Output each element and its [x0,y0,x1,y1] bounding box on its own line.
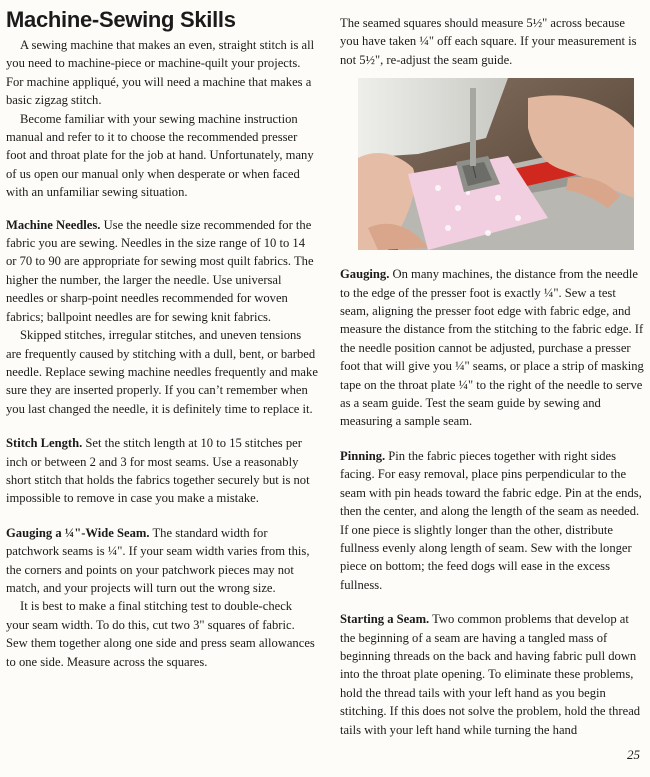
intro-paragraph-1: A sewing machine that makes an even, straight stitch is all you need to machine-piece or machine-quilt your projects. For machine appliqué, you will need a machine that makes a basic zigzag stitch. [6,38,315,108]
section-starting-seam [340,610,644,739]
needles-paragraph-2: Skipped stitches, irregular stitches, and uneven tensions are frequently caused by stitching with a dull, bent, or barbed needle. Replace sewing machine needles frequently and make sure they are inserted properly. If you can’t remember when you last changed the needle, it is definitely time to replace it. [6,328,318,416]
starting-heading: Starting a Seam. [340,612,430,627]
stitch-length-text: Set the stitch length at 10 to 15 stitches per inch or between 2 and 3 for most seams. Use a reasonably short stitch that holds the fabrics together securely but is not impossible to remove in case you make a mistake. [6,436,310,506]
intro-paragraph-2: Become familiar with your sewing machine instruction manual and refer to it to choose the recommended presser foot and throat plate for the job at hand. Unfortunately, many of us open our manual only when desperate or when faced with an unfamiliar sewing situation. [6,111,314,200]
continued-paragraph: The seamed squares should measure 5½" across because you have taken ¼" off each square. If your measurement is not 5½", re-adjust the seam guide. [340,16,637,67]
gauging-seam-paragraph-2: It is best to make a final stitching test to double-check your seam width. To do this, cut two 3" squares of fabric. Sew them together along one side and press seam allowances to one side. Measure across the squares. [6,599,315,669]
stitch-length-paragraph [6,434,318,508]
starting-text: Two common problems that develop at the beginning of a seam are having a tangled mass of beginning threads on the back and having fabric pull down into the throat plate opening. To eliminate these problems, hold the thread tails with your left hand as you begin stitching. If this does not solve the problem, hold the thread tails with your left hand while turning the hand [340,612,641,737]
starting-paragraph [340,610,644,739]
page-title: Machine-Sewing Skills [6,7,236,32]
left-column [6,6,318,671]
section-machine-needles [6,216,318,418]
section-gauging [340,265,644,431]
sewing-machine-photo-illustration [358,78,634,250]
gauging-heading: Gauging. [340,267,390,282]
gauging-text: On many machines, the distance from the needle to the edge of the presser foot is exactly ¼". Sew a test seam, aligning the presser foot edge with fabric edge, and measure the distance from the stitching to the fabric edge. If the needle position cannot be adjusted, purchase a presser foot that will give you ¼" seams, or place a strip of masking tape on the throat plate ¼" to the right of the needle to serve as a seam guide. Test the seam guide by sewing and measuring a sample seam. [340,267,644,429]
section-stitch-length [6,434,318,508]
gauging-paragraph [340,265,644,431]
page-number: 25 [627,747,640,762]
gauging-seam-heading: Gauging a ¼"-Wide Seam. [6,525,150,540]
gauging-seam-text-1: The standard width for patchwork seams is ¼". If your seam width varies from this, the corners and points on your patchwork pieces may not match, and your projects will turn out the wrong size. [6,525,310,595]
needles-heading: Machine Needles. [6,217,101,232]
pinning-paragraph [340,447,644,594]
section-gauging-seam [6,524,318,671]
section-pinning [340,447,644,594]
needles-text-1: Use the needle size recommended for the fabric you are sewing. Needles in the size range of 10 to 14 or 70 to 90 are appropriate for sewing most quilt fabrics. The higher the number, the larger the needle. Use universal needles or sharp-point needles recommended for woven fabrics; ballpoint needles are for sewing knit fabrics. [6,217,314,324]
stitch-length-heading: Stitch Length. [6,436,83,451]
gauging-seam-paragraph-1 [6,524,318,598]
sewing-machine-photo [358,78,634,250]
needles-paragraph-1 [6,216,318,326]
pinning-heading: Pinning. [340,448,386,463]
pinning-text: Pin the fabric pieces together with right sides facing. For easy removal, place pins perpendicular to the seam with pin heads toward the fabric edge. Pin at the ends, then the center, and along the length of the seam as needed. If one piece is slightly longer than the other, distribute fullness evenly along length of seam. Sew with the longer piece on bottom; the feed dogs will ease in the excess fullness. [340,448,642,592]
